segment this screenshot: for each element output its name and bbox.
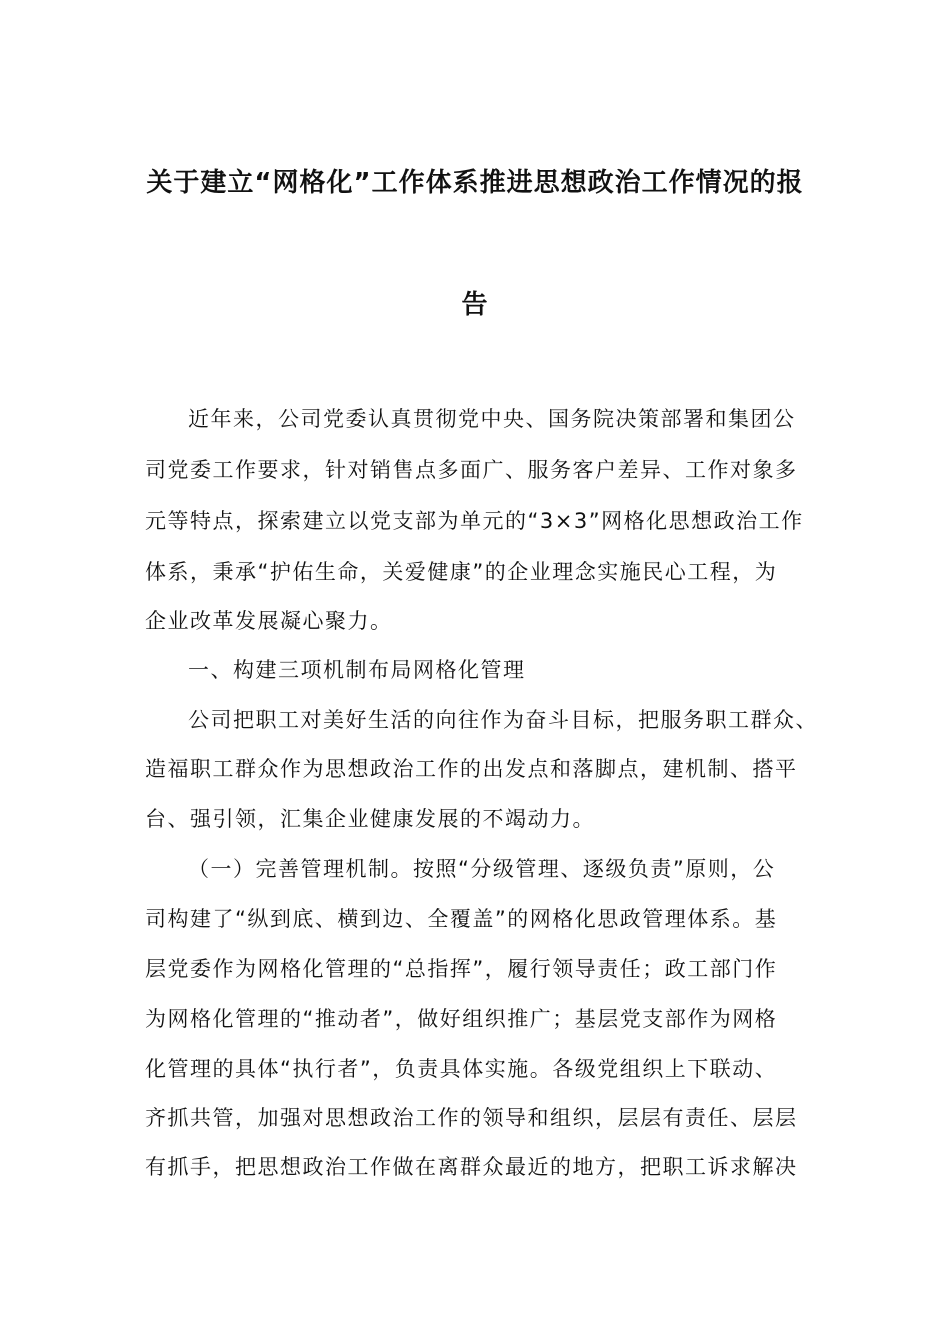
paragraph-line: 造福职工群众作为思想政治工作的出发点和落脚点，建机制、搭平: [145, 757, 798, 781]
paragraph-line: 台、强引领，汇集企业健康发展的不竭动力。: [145, 807, 595, 831]
paragraph-line: 化管理的具体“执行者”，负责具体实施。各级党组织上下联动、: [145, 1057, 778, 1081]
paragraph-line: 为网格化管理的“推动者”，做好组织推广；基层党支部作为网格: [145, 1007, 778, 1031]
paragraph-line: 司党委工作要求，针对销售点多面广、服务客户差异、工作对象多: [145, 458, 798, 482]
paragraph-line: 司构建了“纵到底、横到边、全覆盖”的网格化思政管理体系。基: [145, 907, 778, 931]
paragraph-line: 层党委作为网格化管理的“总指挥”，履行领导责任；政工部门作: [145, 957, 778, 981]
paragraph-line: 元等特点，探索建立以党支部为单元的“3×3”网格化思想政治工作: [145, 509, 804, 533]
document-title-line-1: 关于建立“网格化”工作体系推进思想政治工作情况的报: [146, 168, 804, 198]
document-title-line-2: 告: [461, 290, 489, 320]
section-heading: 一、构建三项机制布局网格化管理: [188, 658, 526, 682]
paragraph-line: 体系，秉承“护佑生命，关爱健康”的企业理念实施民心工程，为: [145, 560, 778, 584]
paragraph-line: 有抓手，把思想政治工作做在离群众最近的地方，把职工诉求解决: [145, 1155, 798, 1179]
paragraph-line: 齐抓共管，加强对思想政治工作的领导和组织，层层有责任、层层: [145, 1106, 798, 1130]
paragraph-line: 企业改革发展凝心聚力。: [145, 609, 393, 633]
paragraph-line: 近年来，公司党委认真贯彻党中央、国务院决策部署和集团公: [188, 407, 796, 431]
paragraph-line: 公司把职工对美好生活的向往作为奋斗目标，把服务职工群众、: [188, 708, 818, 732]
paragraph-line: （一）完善管理机制。按照“分级管理、逐级负责”原则，公: [188, 857, 776, 881]
